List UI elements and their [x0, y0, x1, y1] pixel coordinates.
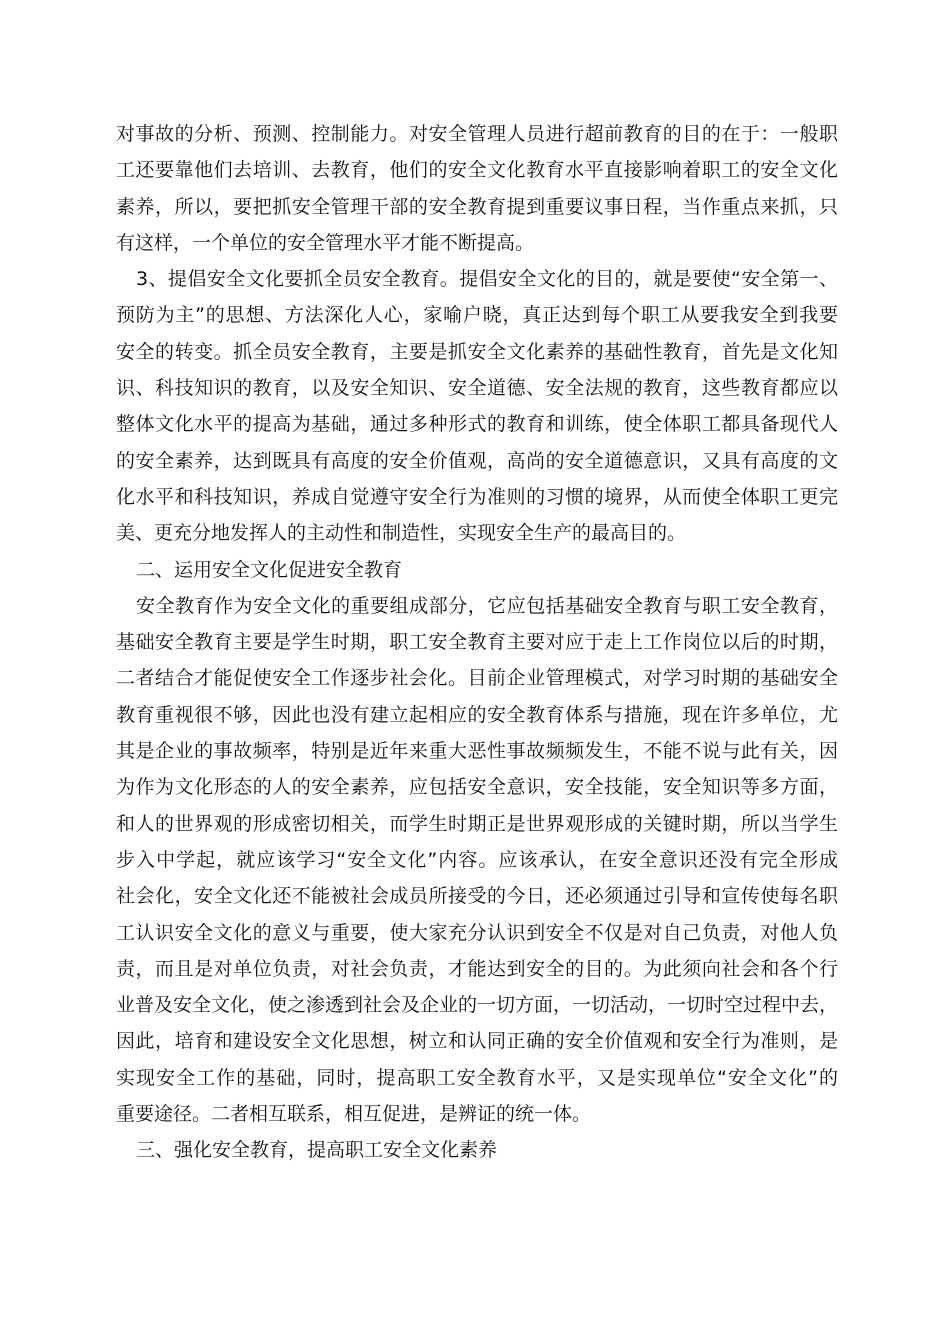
section-heading: [116, 1132, 838, 1168]
heading-text: 三、强化安全教育，提高职工安全文化素养: [136, 1139, 498, 1162]
text-line: 的安全素养，达到既具有高度的安全价值观，高尚的安全道德意识，又具有高度的文: [116, 449, 838, 472]
text-line: 社会化，安全文化还不能被社会成员所接受的今日，还必须通过引导和宣传使每名职: [116, 885, 838, 908]
text-line: 实现安全工作的基础，同时，提高职工安全教育水平，又是实现单位“安全文化”的: [116, 1066, 838, 1089]
text-line: 业普及安全文化，使之渗透到社会及企业的一切方面，一切活动，一切时空过程中去，: [116, 994, 838, 1017]
text-line: 美、更充分地发挥人的主动性和制造性，实现安全生产的最高目的。: [116, 522, 687, 545]
text-line: 和人的世界观的形成密切相关，而学生时期正是世界观形成的关键时期，所以当学生: [116, 812, 838, 835]
text-line: 对事故的分析、预测、控制能力。对安全管理人员进行超前教育的目的在于：一般职: [116, 123, 838, 145]
text-line: 基础安全教育主要是学生时期，职工安全教育主要对应于走上工作岗位以后的时期，: [116, 631, 838, 654]
paragraph: [116, 261, 838, 551]
text-line: 化水平和科技知识，养成自觉遵守安全行为准则的习惯的境界，从而使全体职工更完: [116, 485, 838, 508]
section-heading: [116, 552, 838, 588]
text-line: 识、科技知识的教育，以及安全知识、安全道德、安全法规的教育，这些教育都应以: [116, 377, 838, 400]
text-line: 教育重视很不够，因此也没有建立起相应的安全教育体系与措施，现在许多单位，尤: [116, 703, 838, 726]
text-line: 因此，培育和建设安全文化思想，树立和认同正确的安全价值观和安全行为准则，是: [116, 1030, 838, 1053]
text-line: 安全的转变。抓全员安全教育，主要是抓安全文化素养的基础性教育，首先是文化知: [116, 340, 838, 363]
paragraph: [116, 588, 838, 1132]
text-line: 责，而且是对单位负责，对社会负责，才能达到安全的目的。为此须向社会和各个行: [116, 957, 838, 980]
text-line: 安全教育作为安全文化的重要组成部分，它应包括基础安全教育与职工安全教育，: [136, 594, 838, 617]
text-line: 其是企业的事故频率，特别是近年来重大恶性事故频频发生，不能不说与此有关，因: [116, 740, 838, 763]
text-line: 二者结合才能促使安全工作逐步社会化。目前企业管理模式，对学习时期的基础安全: [116, 667, 838, 690]
text-line: 3、提倡安全文化要抓全员安全教育。提倡安全文化的目的，就是要使“安全第一、: [136, 268, 838, 291]
text-line: 整体文化水平的提高为基础，通过多种形式的教育和训练，使全体职工都具备现代人: [116, 413, 838, 436]
paragraph: [116, 116, 838, 261]
text-line: 重要途径。二者相互联系，相互促进，是辨证的统一体。: [116, 1103, 592, 1126]
text-line: 素养，所以，要把抓安全管理干部的安全教育提到重要议事日程，当作重点来抓，只: [116, 195, 838, 218]
text-line: 步入中学起，就应该学习“安全文化”内容。应该承认，在安全意识还没有完全形成: [116, 848, 838, 871]
text-line: 有这样，一个单位的安全管理水平才能不断提高。: [116, 231, 535, 254]
text-line: 工还要靠他们去培训、去教育，他们的安全文化教育水平直接影响着职工的安全文化: [116, 159, 838, 182]
text-line: 为作为文化形态的人的安全素养，应包括安全意识，安全技能，安全知识等多方面，: [116, 776, 838, 799]
text-line: 预防为主”的思想、方法深化人心，家喻户晓，真正达到每个职工从要我安全到我要: [116, 304, 838, 327]
document-body: [116, 116, 838, 1169]
text-line: 工认识安全文化的意义与重要，使大家充分认识到安全不仅是对自己负责，对他人负: [116, 921, 838, 944]
heading-text: 二、运用安全文化促进安全教育: [136, 558, 403, 581]
